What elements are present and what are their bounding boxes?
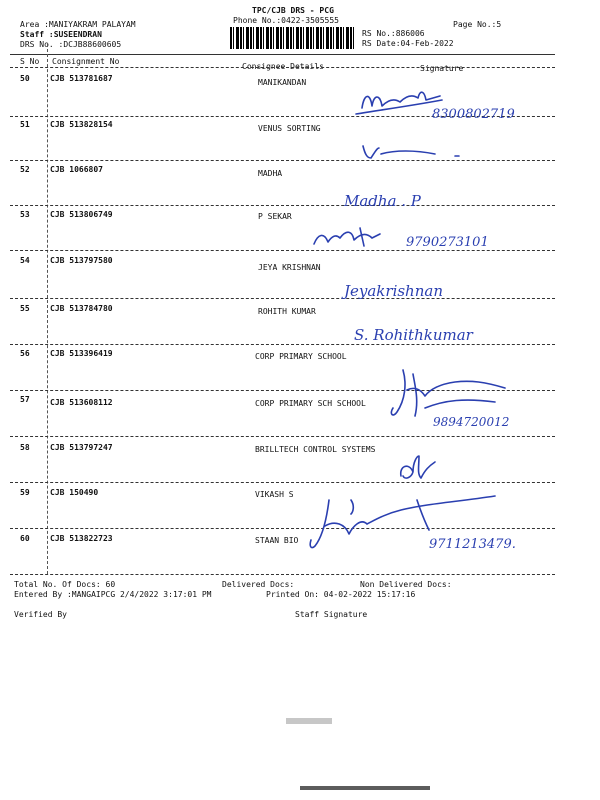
sno: 56: [20, 349, 30, 358]
consignment-no: CJB 513822723: [50, 534, 113, 543]
consignment-no: CJB 513396419: [50, 349, 113, 358]
page-number: Page No.:5: [453, 20, 502, 29]
col-consignee: Consignee Details: [242, 62, 324, 71]
sno: 50: [20, 74, 30, 83]
sno: 53: [20, 210, 30, 219]
sno: 59: [20, 488, 30, 497]
svg-text:9894720012: 9894720012: [433, 415, 510, 429]
sno: 58: [20, 443, 30, 452]
printed-on: Printed On: 04-02-2022 15:17:16: [266, 590, 416, 599]
signature-51: [355, 140, 485, 164]
svg-text:S. Rohithkumar: S. Rohithkumar: [354, 326, 473, 344]
column-divider: [47, 44, 48, 574]
signature-58: [395, 452, 445, 486]
signature-56-57: [385, 360, 550, 430]
rs-date: RS Date:04-Feb-2022: [362, 39, 454, 48]
delivered-docs: Delivered Docs:: [222, 580, 295, 589]
consignment-no: CJB 513797580: [50, 256, 113, 265]
verified-by: Verified By: [14, 610, 67, 619]
col-signature: Signature: [420, 64, 464, 73]
area: Area :MANIYAKRAM PALAYAM: [20, 20, 136, 29]
col-consignment: Consignment No: [52, 57, 120, 66]
entered-by: Entered By :MANGAIPCG 2/4/2022 3:17:01 PM: [14, 590, 212, 599]
header-rule-top: [10, 54, 555, 55]
rs-number: RS No.:886006: [362, 29, 425, 38]
staff-signature: Staff Signature: [295, 610, 368, 619]
consignee: STAAN BIO: [255, 536, 299, 545]
svg-text:9790273101: 9790273101: [406, 235, 489, 250]
drs-number: DRS No. :DCJB88600605: [20, 40, 122, 49]
consignment-no: CJB 513806749: [50, 210, 113, 219]
scan-smudge: [286, 718, 332, 724]
consignment-no: CJB 513781687: [50, 74, 113, 83]
sno: 54: [20, 256, 30, 265]
consignee: MADHA: [258, 169, 283, 178]
phone-number: Phone No.:0422-3505555: [233, 16, 339, 25]
staff: Staff :SUSEENDRAN: [20, 30, 102, 39]
header-rule-bottom: [10, 67, 555, 68]
signature-52: [340, 186, 460, 212]
consignee: JEYA KRISHNAN: [258, 263, 321, 272]
total-docs: Total No. Of Docs: 60: [14, 580, 116, 589]
signature-59-60: [305, 490, 555, 560]
barcode: [230, 27, 355, 49]
consignment-no: CJB 513797247: [50, 443, 113, 452]
sno: 57: [20, 395, 30, 404]
consignee: P SEKAR: [258, 212, 292, 221]
svg-text:8300802719: 8300802719: [432, 107, 515, 122]
sno: 52: [20, 165, 30, 174]
scan-edge-mark: [300, 786, 430, 790]
row-divider: [10, 482, 555, 483]
consignment-no: CJB 1066807: [50, 165, 103, 174]
consignment-no: CJB 150490: [50, 488, 99, 497]
signature-55: [350, 318, 510, 346]
col-sno: S No: [20, 57, 40, 66]
sno: 51: [20, 120, 30, 129]
consignment-no: CJB 513608112: [50, 398, 113, 407]
sno: 60: [20, 534, 30, 543]
svg-text:9711213479.: 9711213479.: [429, 537, 516, 552]
consignee: CORP PRIMARY SCH SCHOOL: [255, 399, 366, 408]
svg-text:Jeyakrishnan: Jeyakrishnan: [344, 282, 443, 300]
consignee: BRILLTECH CONTROL SYSTEMS: [255, 445, 376, 454]
consignment-no: CJB 513784780: [50, 304, 113, 313]
consignee: ROHITH KUMAR: [258, 307, 316, 316]
consignment-no: CJB 513828154: [50, 120, 113, 129]
svg-text:Madha . P: Madha . P: [344, 192, 421, 210]
row-divider: [10, 574, 555, 575]
signature-50: [350, 86, 540, 126]
consignee: VIKASH S: [255, 490, 294, 499]
consignee: CORP PRIMARY SCHOOL: [255, 352, 347, 361]
consignee: MANIKANDAN: [258, 78, 307, 87]
row-divider: [10, 205, 555, 206]
signature-53: [310, 224, 530, 254]
non-delivered-docs: Non Delivered Docs:: [360, 580, 452, 589]
sno: 55: [20, 304, 30, 313]
document-title: TPC/CJB DRS - PCG: [252, 6, 334, 15]
signature-54: [340, 276, 500, 304]
consignee: VENUS SORTING: [258, 124, 321, 133]
row-divider: [10, 436, 555, 437]
